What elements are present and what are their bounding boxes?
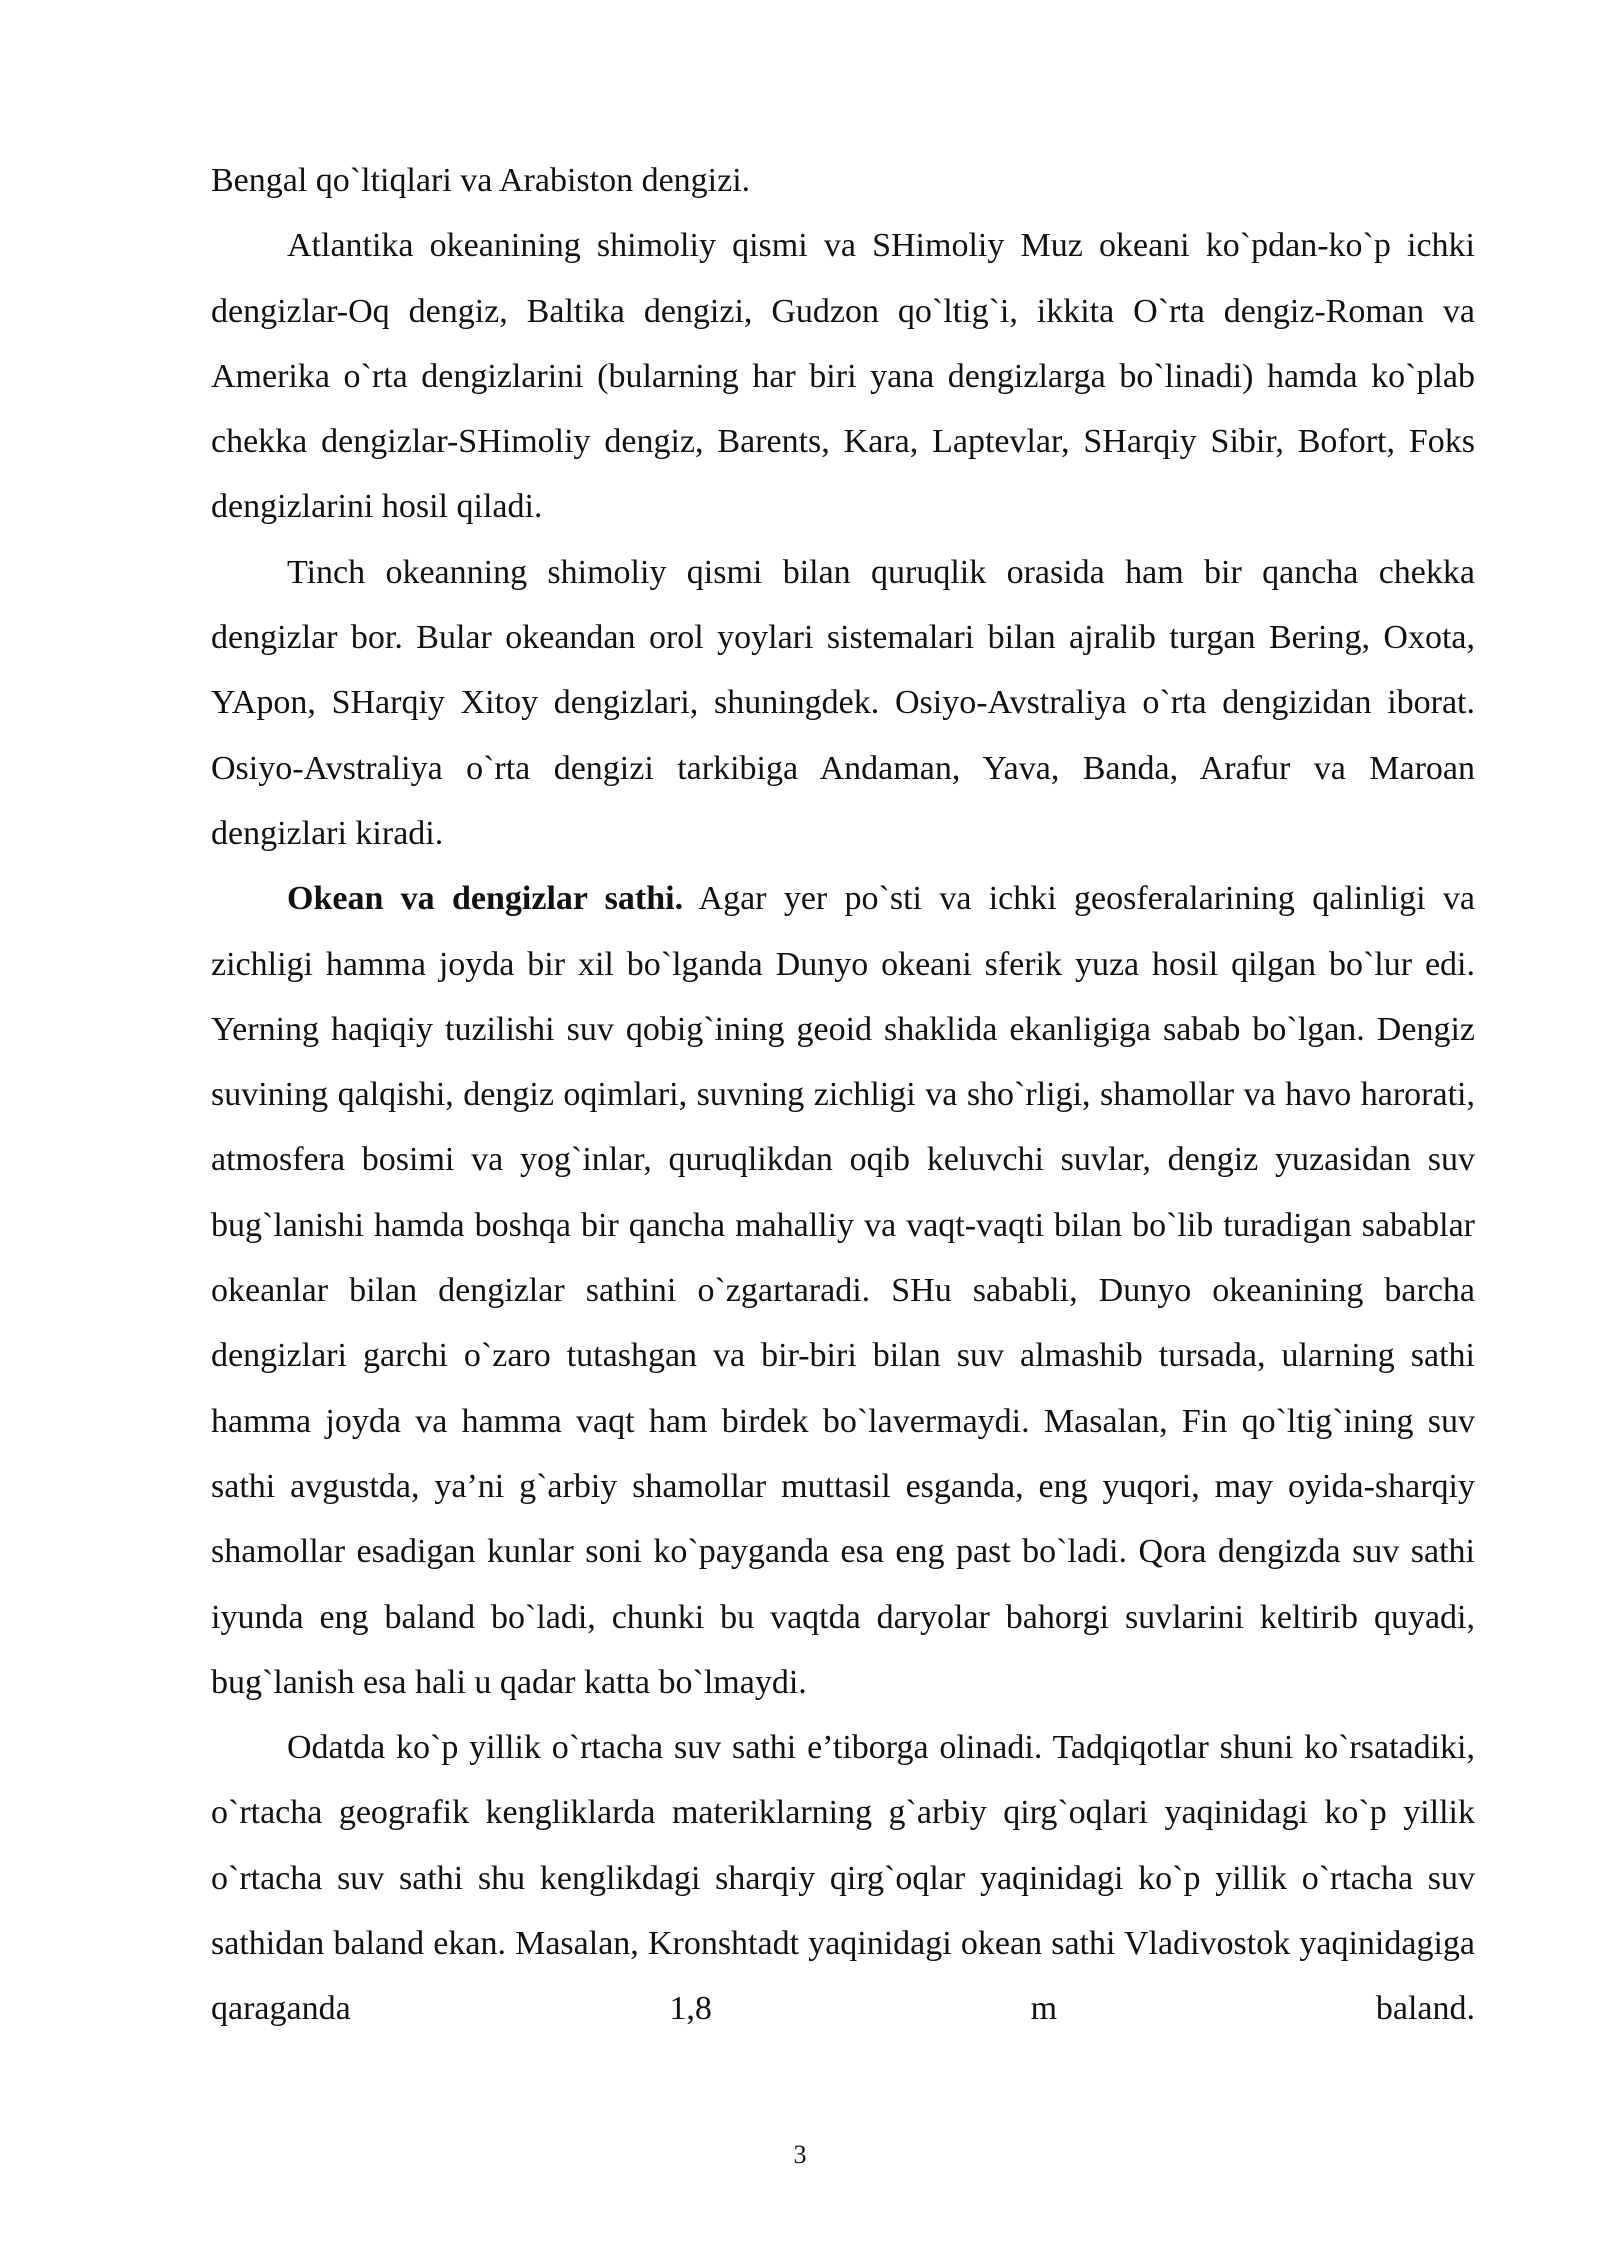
paragraph-pacific-seas: Tinch okeanning shimoliy qismi bilan quruqlik orasida ham bir qancha chekka dengizlar bor. Bular okeandan orol yoylari sistemalari bilan ajralib turgan Bering, Oxota, YApon, SHarqiy Xitoy dengizlari, shuningdek. Osiyo-Avstraliya o`rta dengizidan iborat. Osiyo-Avstraliya o`rta dengizi tarkibiga Andaman, Yava, Banda, Arafur va Maroan dengizlari kiradi. bbox=[211, 553, 1475, 852]
document-page bbox=[211, 148, 1475, 2042]
paragraph-sea-level-text: Agar yer po`sti va ichki geosferalarining qalinligi va zichligi hamma joyda bir xil bo`lganda Dunyo okeani sferik yuza hosil qilgan bo`lur edi. Yerning haqiqiy tuzilishi suv qobig`ining geoid shaklida ekanligiga sabab bo`lgan. Dengiz suvining qalqishi, dengiz oqimlari, suvning zichligi va sho`rligi, shamollar va havo harorati, atmosfera bosimi va yog`inlar, quruqlikdan oqib keluvchi suvlar, dengiz yuzasidan suv bug`lanishi hamda boshqa bir qancha mahalliy va vaqt-vaqti bilan bo`lib turadigan sabablar okeanlar bilan dengizlar sathini o`zgartaradi. SHu sababli, Dunyo okeanining barcha dengizlari garchi o`zaro tutashgan va bir-biri bilan suv almashib tursada, ularning sathi hamma joyda va hamma vaqt ham birdek bo`lavermaydi. Masalan, Fin qo`ltig`ining suv sathi avgustda, ya’ni g`arbiy shamollar muttasil esganda, eng yuqori, may oyida-sharqiy shamollar esadigan kunlar soni ko`payganda esa eng past bo`ladi. Qora dengizda suv sathi iyunda eng baland bo`ladi, chunki bu vaqtda daryolar bahorgi suvlarini keltirib quyadi, bug`lanish esa hali u qadar katta bo`lmaydi. bbox=[211, 880, 1475, 1701]
paragraph-sea-level bbox=[211, 866, 1475, 1715]
paragraph-continuation: Bengal qo`ltiqlari va Arabiston dengizi. bbox=[211, 162, 751, 199]
section-heading: Okean va dengizlar sathi. bbox=[287, 880, 684, 918]
page-number: 3 bbox=[793, 2140, 807, 2169]
paragraph-atlantic-seas: Atlantika okeanining shimoliy qismi va SHimoliy Muz okeani ko`pdan-ko`p ichki dengizlar-Oq dengiz, Baltika dengizi, Gudzon qo`ltig`i, ikkita O`rta dengiz-Roman va Amerika o`rta dengizlarini (bularning har biri yana dengizlarga bo`linadi) hamda ko`plab chekka dengizlar-SHimoliy dengiz, Barents, Kara, Laptevlar, SHarqiy Sibir, Bofort, Foks dengizlarini hosil qiladi. bbox=[211, 227, 1475, 526]
paragraph-mean-sea-level: Odatda ko`p yillik o`rtacha suv sathi e’tiborga olinadi. Tadqiqotlar shuni ko`rsatadiki, o`rtacha geografik kengliklarda materiklarning g`arbiy qirg`oqlari yaqinidagi ko`p yillik o`rtacha suv sathi shu kenglikdagi sharqiy qirg`oqlar yaqinidagi ko`p yillik o`rtacha suv sathidan baland ekan. Masalan, Kronshtadt yaqinidagi okean sathi Vladivostok yaqinidagiga qaraganda 1,8 m baland. bbox=[211, 1729, 1475, 2028]
